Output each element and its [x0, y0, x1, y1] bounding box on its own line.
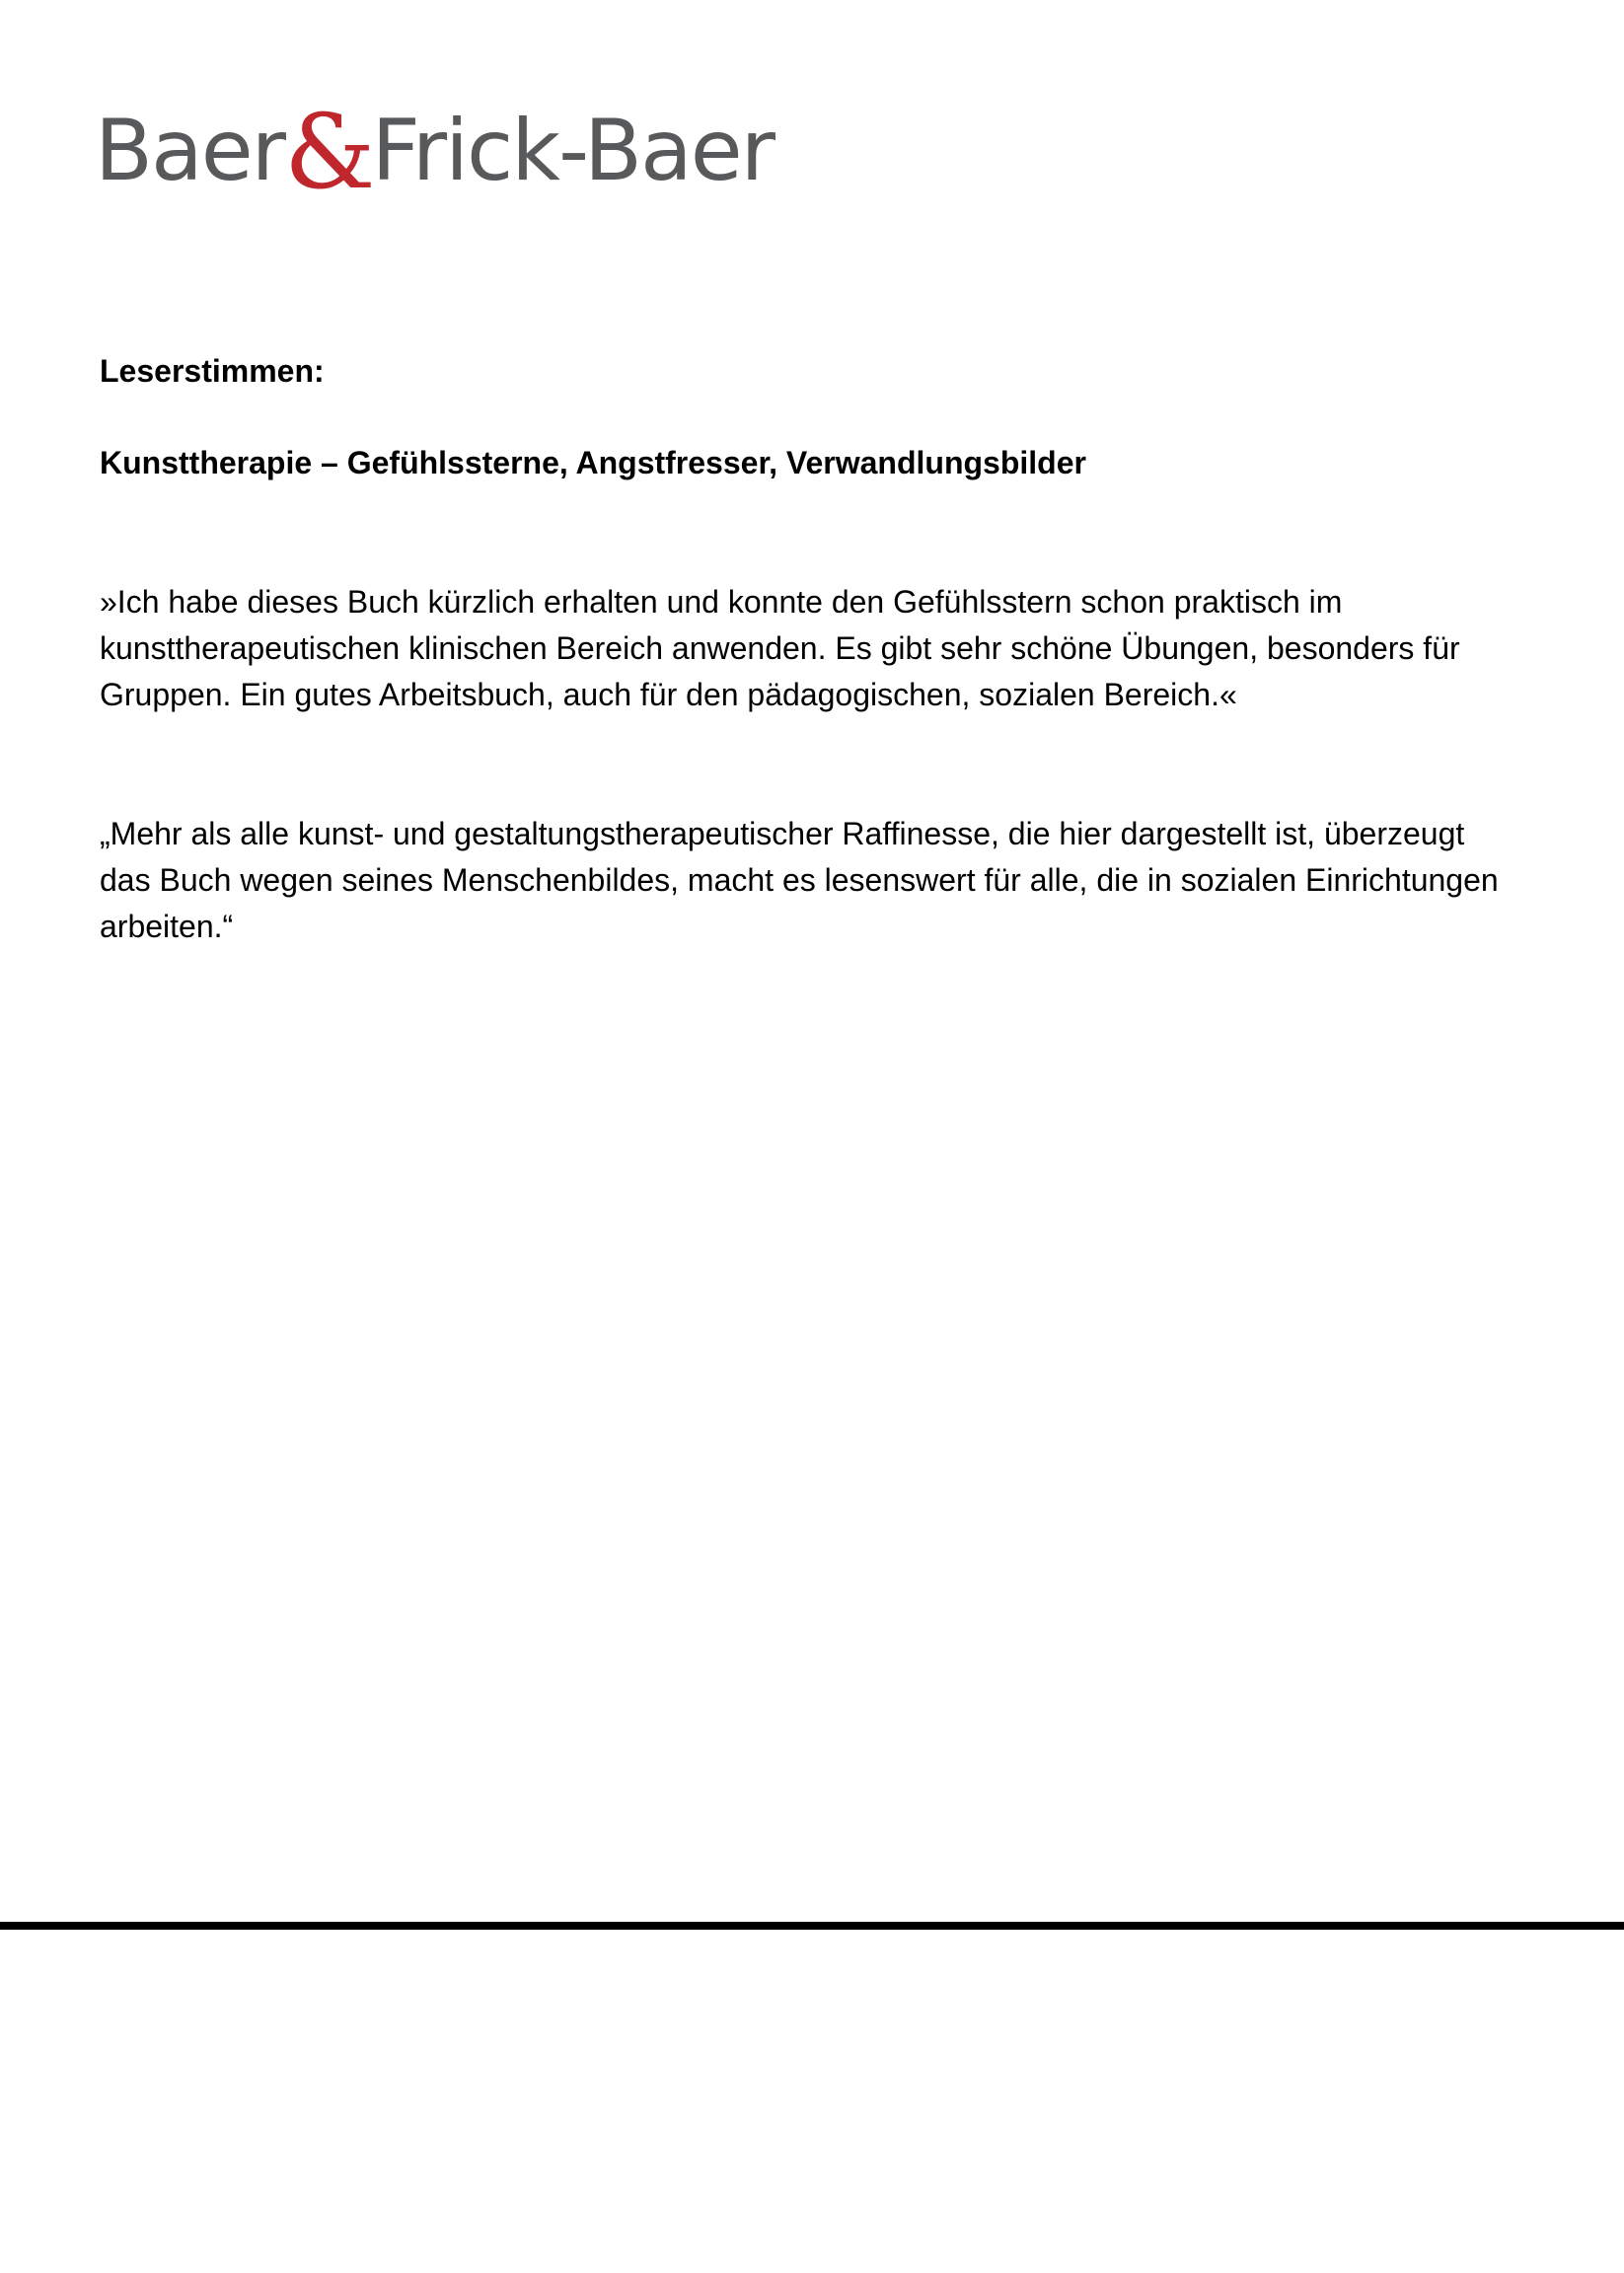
reader-quote: »Ich habe dieses Buch kürzlich erhalten und konnte den Gefühlsstern schon praktisch im kunsttherapeutischen klinischen Bereich anwenden. Es gibt sehr schöne Übungen, besonders für Gruppen. Ein gutes Arbeitsbuch, auch für den pädagogischen, sozialen Bereich.« [100, 584, 1460, 712]
horizontal-divider [0, 1922, 1624, 1930]
section-title: Leserstimmen: [100, 353, 325, 389]
logo-ampersand: & [283, 92, 374, 212]
reader-quote: „Mehr als alle kunst- und gestaltungstherapeutischer Raffinesse, die hier dargestellt ist, überzeugt das Buch wegen seines Menschenbildes, macht es lesenswert für alle, die in sozialen Einrichtungen arbeiten.“ [100, 816, 1499, 944]
book-title: Kunsttherapie – Gefühlssterne, Angstfresser, Verwandlungsbilder [100, 445, 1086, 480]
logo-name-right: Frick-Baer [371, 102, 775, 200]
logo-name-left: Baer [95, 102, 284, 200]
publisher-logo [95, 85, 775, 212]
